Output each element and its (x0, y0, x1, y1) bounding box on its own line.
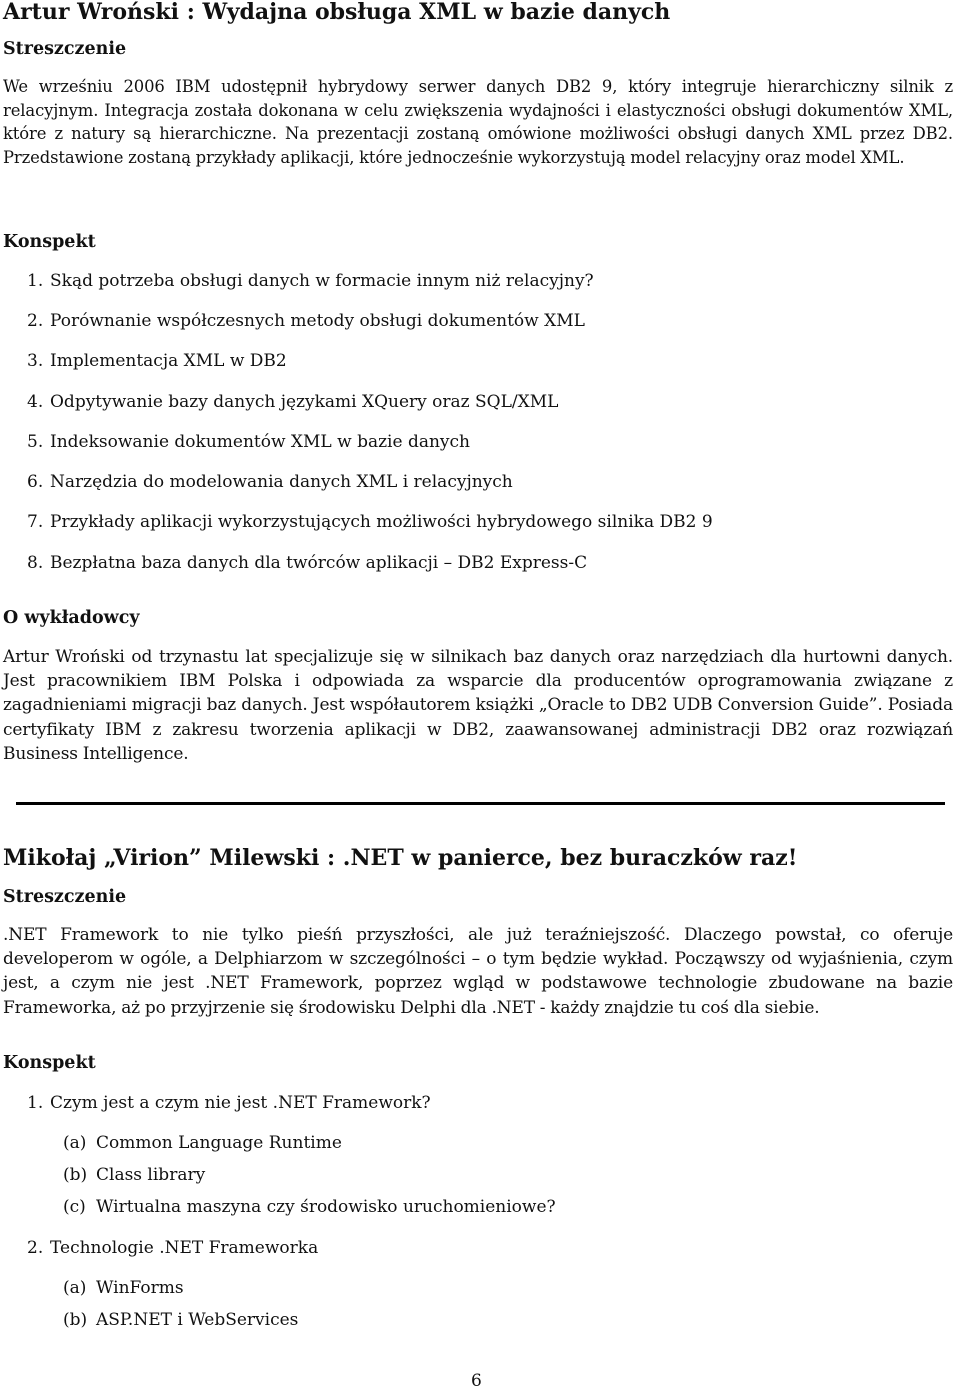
talk-title-milewski: Mikołaj „Virion” Milewski : .NET w panierce, bez buraczków raz! (3, 845, 798, 871)
abstract-label: Streszczenie (3, 39, 127, 59)
sub-list-item-text: WinForms (96, 1278, 184, 1298)
list-item-number: 6. (27, 472, 44, 492)
abstract-label: Streszczenie (3, 887, 127, 907)
sub-list-item-text: Class library (96, 1165, 206, 1185)
section-divider (16, 802, 945, 805)
list-item-text: Porównanie współczesnych metody obsługi dokumentów XML (50, 311, 585, 331)
outline-label: Konspekt (3, 1053, 96, 1073)
speaker-bio-text: Artur Wroński od trzynastu lat specjalizuje się w silnikach baz danych oraz narzędziach dla hurtowni danych. Jest pracownikiem IBM Polska i odpowiada za wsparcie dla producentów oprogramowania związane z zagadnieniami migracji baz danych. Jest współautorem książki „Oracle to DB2 UDB Conversion Guide”. Posiada certyfikaty IBM z zakresu tworzenia aplikacji w DB2, zaawansowanej administracji DB2 oraz rozwiązań Business Intelligence. (3, 647, 953, 764)
sub-list-item-text: Wirtualna maszyna czy środowisko uruchomieniowe? (96, 1197, 556, 1217)
list-item (27, 431, 470, 453)
list-item-number: 1. (27, 1093, 44, 1113)
sub-list-item (63, 1309, 298, 1331)
list-item-text: Implementacja XML w DB2 (50, 351, 287, 371)
speaker-label: O wykładowcy (3, 608, 140, 628)
document-page (3, 0, 955, 1391)
list-item (27, 391, 558, 413)
sub-list-item-label: (a) (63, 1133, 87, 1153)
sub-list-item (63, 1164, 205, 1186)
list-item-text: Skąd potrzeba obsługi danych w formacie innym niż relacyjny? (50, 271, 594, 291)
list-item (27, 471, 513, 493)
list-item-text: Narzędzia do modelowania danych XML i relacyjnych (50, 472, 513, 492)
sub-list-item-text: Common Language Runtime (96, 1133, 342, 1153)
list-item-number: 4. (27, 392, 44, 412)
list-item (27, 511, 713, 533)
list-item-text: Przykłady aplikacji wykorzystujących możliwości hybrydowego silnika DB2 9 (50, 512, 713, 532)
sub-list-item-label: (a) (63, 1278, 87, 1298)
list-item-text: Indeksowanie dokumentów XML w bazie danych (50, 432, 470, 452)
list-item-text: Bezpłatna baza danych dla twórców aplikacji – DB2 Express-C (50, 553, 588, 573)
list-item-text: Technologie .NET Frameworka (50, 1238, 319, 1258)
list-item (27, 310, 585, 332)
outline-label: Konspekt (3, 232, 96, 252)
page-number: 6 (471, 1371, 482, 1391)
talk-title-wronski: Artur Wroński : Wydajna obsługa XML w bazie danych (3, 0, 671, 25)
abstract-text: We wrześniu 2006 IBM udostępnił hybrydowy serwer danych DB2 9, który integruje hierarchiczny silnik z relacyjnym. Integracja została dokonana w celu zwiększenia wydajności i elastyczności obsługi dokumentów XML, które z natury są hierarchiczne. Na prezentacji zostaną omówione możliwości obsługi danych XML przez DB2. Przedstawione zostaną przykłady aplikacji, które jednocześnie wykorzystują model relacyjny oraz model XML. (3, 77, 953, 167)
list-item-text: Czym jest a czym nie jest .NET Framework? (50, 1093, 431, 1113)
sub-list-item (63, 1132, 342, 1154)
list-item-number: 8. (27, 553, 44, 573)
sub-list-item-label: (c) (63, 1197, 86, 1217)
list-item-number: 3. (27, 351, 44, 371)
list-item-number: 7. (27, 512, 44, 532)
list-item-number: 2. (27, 1238, 44, 1258)
list-item-number: 5. (27, 432, 44, 452)
sub-list-item (63, 1196, 556, 1218)
list-item (27, 350, 287, 372)
list-item (27, 552, 587, 574)
sub-list-item-label: (b) (63, 1165, 88, 1185)
list-item (27, 1237, 318, 1259)
sub-list-item-text: ASP.NET i WebServices (96, 1310, 299, 1330)
list-item-text: Odpytywanie bazy danych językami XQuery oraz SQL/XML (50, 392, 559, 412)
sub-list-item (63, 1277, 184, 1299)
list-item-number: 2. (27, 311, 44, 331)
list-item (27, 270, 594, 292)
sub-list-item-label: (b) (63, 1310, 88, 1330)
list-item (27, 1092, 431, 1114)
list-item-number: 1. (27, 271, 44, 291)
abstract-text: .NET Framework to nie tylko pieśń przyszłości, ale już teraźniejszość. Dlaczego powstał, co oferuje developerom w ogóle, a Delphiarzom w szczególności – o tym będzie wykład. Począwszy od wyjaśnienia, czym jest, a czym nie jest .NET Framework, poprzez wgląd w podstawowe technologie zbudowane na bazie Frameworka, aż po przyjrzenie się środowisku Delphi dla .NET - każdy znajdzie tu coś dla siebie. (3, 925, 953, 1018)
